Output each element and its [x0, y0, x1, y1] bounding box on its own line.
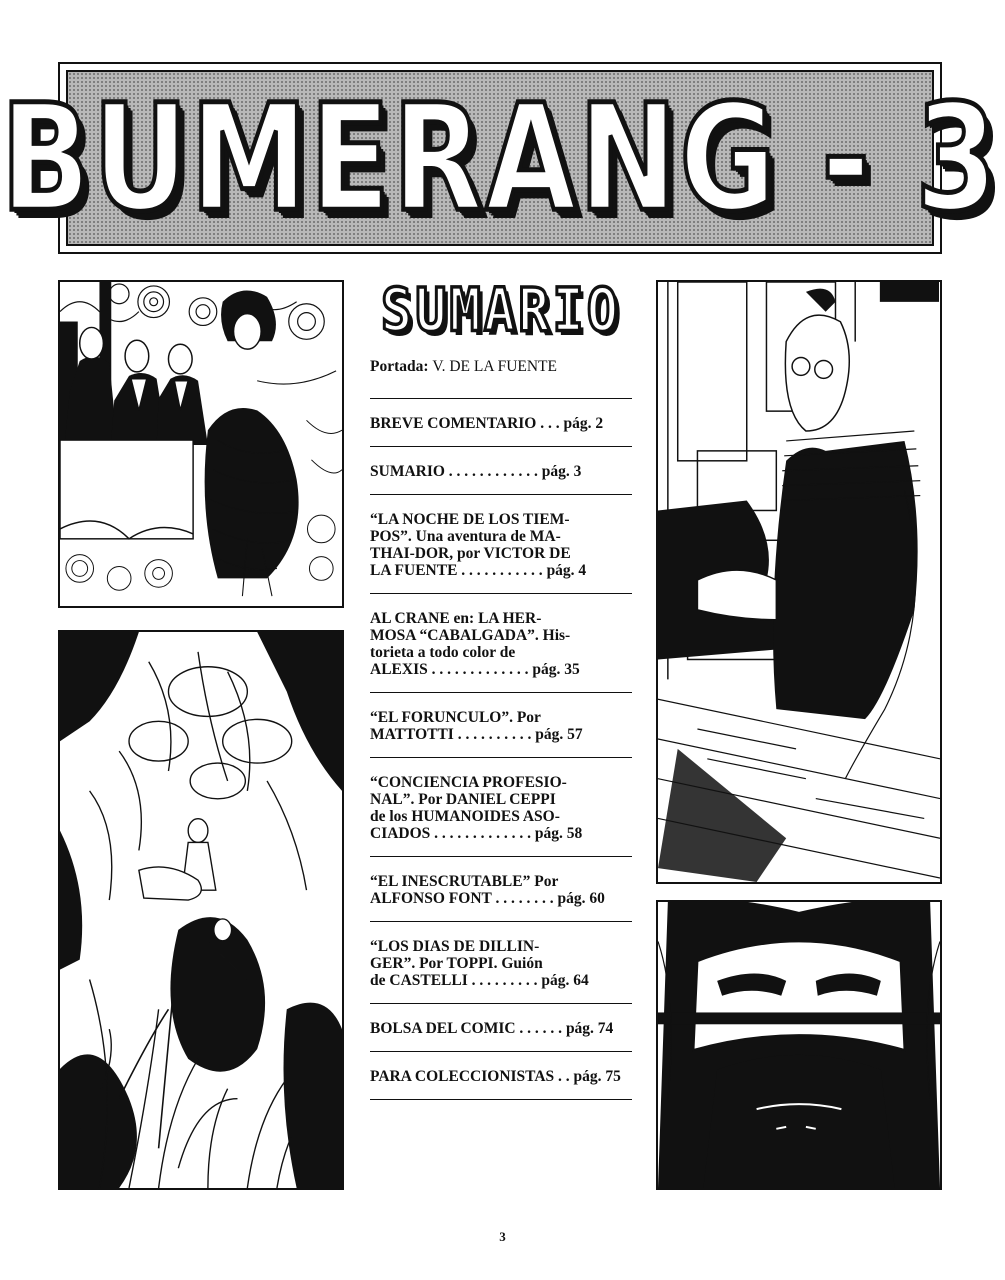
toc-entry-page: pág. 64 [541, 972, 589, 989]
jungle-drawing [60, 632, 342, 1188]
toc-entry [370, 856, 632, 921]
illustration-workshop [656, 280, 942, 884]
toc-entry [370, 1003, 632, 1051]
toc-entry-page: pág. 58 [534, 825, 583, 842]
sumario-heading [368, 276, 634, 346]
toc-entry-text: AL CRANE en: LA HER- MOSA “CABALGADA”. His- torieta a todo color de ALEXIS . . . . . . . . . . . . . [370, 610, 571, 678]
workshop-drawing [658, 282, 940, 882]
cover-artist: V. DE LA FUENTE [432, 358, 557, 375]
masthead [0, 62, 1000, 254]
toc-entry-page: pág. 35 [532, 661, 580, 678]
toc-entry-text: SUMARIO . . . . . . . . . . . . [370, 463, 538, 480]
toc-entry [370, 692, 632, 757]
illustration-dance-hall [58, 280, 344, 608]
toc-entry-text: BREVE COMENTARIO . . . [370, 415, 560, 432]
toc-entry-page: pág. 2 [563, 415, 604, 432]
magazine-logo: BUMERANG - 3 [0, 71, 1000, 245]
toc-entry-text: “EL INESCRUTABLE” Por ALFONSO FONT . . . . . . . . [370, 873, 559, 907]
toc-entry-text: “CONCIENCIA PROFESIO- NAL”. Por DANIEL CEPPI de los HUMANOIDES ASO- CIADOS . . . . . . . . . . . . . [370, 774, 567, 842]
face-drawing [658, 902, 940, 1188]
illustration-face-closeup [656, 900, 942, 1190]
toc-entry-text: BOLSA DEL COMIC . . . . . . [370, 1020, 563, 1037]
dance-hall-drawing [60, 282, 342, 606]
toc-entry-page: pág. 3 [541, 463, 582, 480]
toc-entry [370, 593, 632, 692]
cover-label: Portada: [370, 358, 429, 375]
sumario-title: SUMARIO [380, 276, 622, 346]
toc-entry-text: “LOS DIAS DE DILLIN- GER”. Por TOPPI. Guión de CASTELLI . . . . . . . . . [370, 938, 543, 989]
table-of-contents [370, 398, 632, 1100]
toc-entry [370, 446, 632, 494]
toc-entry-page: pág. 74 [565, 1020, 614, 1037]
toc-entry [370, 398, 632, 446]
toc-entry [370, 757, 632, 856]
toc-entry [370, 921, 632, 1003]
toc-entry-text: “LA NOCHE DE LOS TIEM- POS”. Una aventura de MA- THAI-DOR, por VICTOR DE LA FUENTE . . . . . . . . . . . [370, 511, 571, 579]
toc-entry-text: “EL FORUNCULO”. Por MATTOTTI . . . . . . . . . . [370, 709, 541, 743]
toc-entry [370, 494, 632, 593]
toc-entry-text: PARA COLECCIONISTAS . . [370, 1068, 570, 1085]
toc-entry-page: pág. 4 [546, 562, 587, 579]
toc-entry-page: pág. 60 [557, 890, 605, 907]
toc-entry-page: pág. 57 [535, 726, 583, 743]
masthead-halftone-box [0, 70, 1000, 246]
illustration-jungle [58, 630, 344, 1190]
cover-credit [370, 358, 632, 376]
page-number: 3 [499, 1229, 506, 1244]
toc-entry [370, 1051, 632, 1100]
toc-entry-page: pág. 75 [573, 1068, 621, 1085]
